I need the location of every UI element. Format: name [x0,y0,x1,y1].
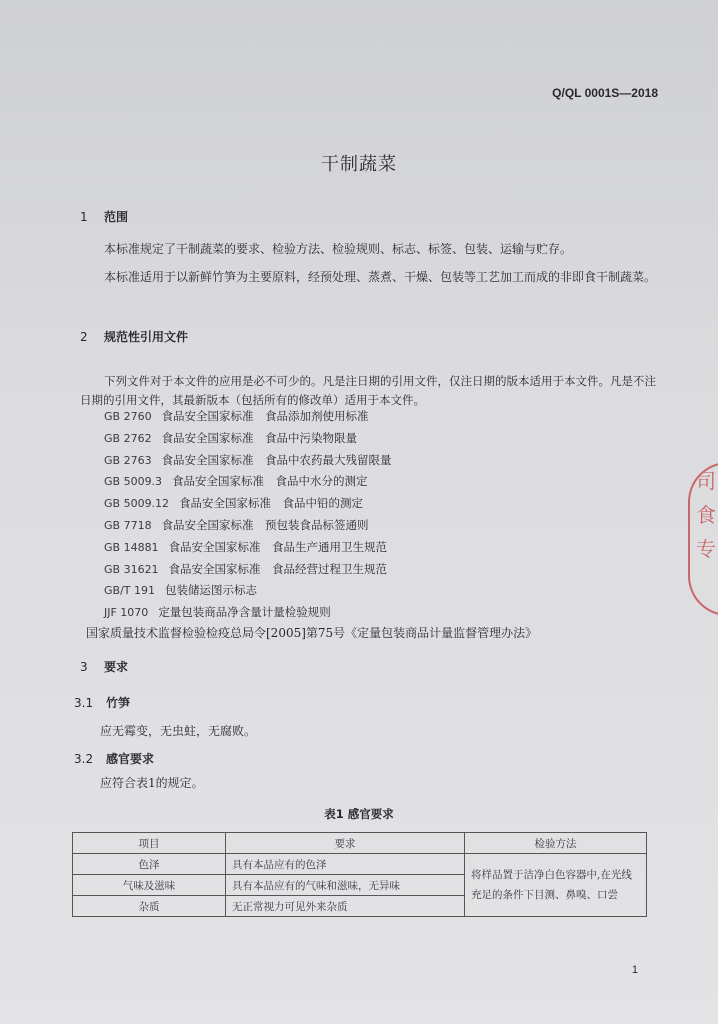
table-cell-requirement: 具有本品应有的气味和滋味，无异味 [226,875,465,896]
decree-reference: 国家质量技术监督检验检疫总局令[2005]第75号《定量包装商品计量监督管理办法》 [86,626,538,640]
red-seal-stamp: 司 食 专 [688,462,718,616]
section-3-1-text: 应无霉变，无虫蛀，无腐败。 [100,724,257,738]
section-1-para-2: 本标准适用于以新鲜竹笋为主要原料，经预处理、蒸煮、干燥、包装等工艺加工而成的非即食干制蔬菜。 [104,270,657,284]
reference-code: GB 7718 [104,518,152,532]
reference-name: 食品安全国家标准 预包装食品标签通则 [161,517,369,532]
page-title: 干制蔬菜 [321,154,397,175]
page-number: 1 [631,964,638,976]
reference-code: GB/T 191 [104,584,155,598]
section-3-1-heading: 3.1 竹笋 [74,696,131,710]
reference-name: 食品安全国家标准 食品中农药最大残留限量 [161,452,392,467]
reference-name: 食品安全国家标准 食品生产通用卫生规范 [168,539,388,554]
reference-name: 定量包装商品净含量计量检验规则 [158,605,331,620]
reference-name: 食品安全国家标准 食品中水分的测定 [172,474,368,489]
table-cell-item: 气味及滋味 [73,875,226,896]
reference-item [104,471,392,493]
table-cell-requirement: 具有本品应有的色泽 [226,854,465,875]
reference-item [104,493,392,515]
table-cell-item: 杂质 [73,896,226,917]
section-1-heading: 1 范围 [80,210,129,224]
reference-name: 食品安全国家标准 食品经营过程卫生规范 [168,561,388,576]
reference-name: 食品安全国家标准 食品中污染物限量 [161,430,358,445]
section-1-para-1: 本标准规定了干制蔬菜的要求、检验方法、检验规则、标志、标签、包装、运输与贮存。 [104,242,573,256]
reference-code: GB 5009.12 [104,497,170,511]
section-3-2-heading: 3.2 感官要求 [74,752,155,766]
reference-item [104,450,392,472]
table-header-item: 项目 [73,833,226,854]
table-cell-item: 色泽 [73,854,226,875]
document-number: Q/QL 0001S—2018 [552,86,658,100]
table-header-requirement: 要求 [226,833,465,854]
reference-name: 包装储运图示标志 [165,583,257,598]
reference-code: GB 2763 [104,453,152,467]
reference-name: 食品安全国家标准 食品添加剂使用标准 [161,409,369,423]
reference-name: 食品安全国家标准 食品中铅的测定 [179,496,364,511]
section-3-heading: 3 要求 [80,660,129,674]
section-3-2-text: 应符合表1的规定。 [100,776,204,790]
reference-item [104,559,392,581]
table-cell-method: 将样品置于洁净白色容器中,在光线充足的条件下目测、鼻嗅、口尝 [465,854,647,917]
table-caption: 表1 感官要求 [324,807,394,821]
reference-item [104,602,392,624]
reference-code: GB 2760 [104,410,152,423]
reference-item [104,537,392,559]
reference-code: JJF 1070 [104,606,149,620]
reference-code: GB 5009.3 [104,475,163,489]
table-cell-requirement: 无正常视力可见外来杂质 [226,896,465,917]
table-header-row [73,833,647,854]
section-2-heading: 2 规范性引用文件 [80,330,189,344]
reference-item [104,406,392,428]
reference-item [104,580,392,602]
table-row [73,854,647,875]
table-header-method: 检验方法 [465,833,647,854]
reference-item [104,515,392,537]
reference-item [104,428,392,450]
section-2-intro: 下列文件对于本文件的应用是必不可少的。凡是注日期的引用文件，仅注日期的版本适用于本文件。凡是不注日期的引用文件，其最新版本（包括所有的修改单）适用于本文件。 [80,374,656,407]
reference-list [104,406,392,624]
reference-code: GB 2762 [104,431,152,445]
sensory-table [72,832,647,917]
reference-code: GB 31621 [104,562,159,576]
reference-code: GB 14881 [104,540,159,554]
